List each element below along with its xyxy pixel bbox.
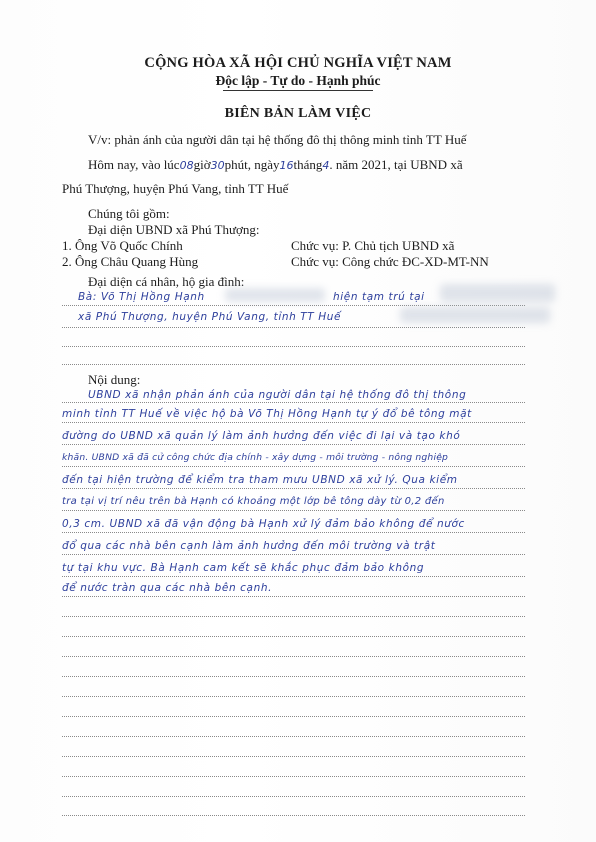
content-line-5: đến tại hiện trường để kiểm tra tham mưu UBND xã xử lý. Qua kiểm <box>62 474 458 486</box>
content-line-3: đường do UBND xã quản lý làm ảnh hưởng đến việc đi lại và tạo khó <box>62 430 461 442</box>
dotted-line <box>62 776 525 777</box>
dotted-line <box>62 444 525 445</box>
dotted-line <box>62 596 525 597</box>
content-line-8: đổ qua các nhà bên cạnh làm ảnh hưởng đến môi trường và trật <box>62 540 436 552</box>
dotted-line <box>62 346 525 347</box>
location-line: Phú Thượng, huyện Phú Vang, tỉnh TT Huế <box>62 181 289 196</box>
nation-heading: CỘNG HÒA XÃ HỘI CHỦ NGHĨA VIỆT NAM <box>144 55 452 71</box>
dotted-line <box>62 327 525 328</box>
dotted-line <box>62 510 525 511</box>
date-suffix: . năm 2021, tại UBND xã <box>329 157 463 172</box>
household-residence-label: hiện tạm trú tại <box>333 291 425 303</box>
dotted-line <box>62 696 525 697</box>
content-line-4: khăn. UBND xã đã cử công chức địa chính - xây dựng - môi trường - nông nghiệp <box>62 452 449 463</box>
date-line <box>88 157 463 173</box>
dotted-line <box>62 815 525 816</box>
subject-line: V/v: phản ánh của người dân tại hệ thống đô thị thông minh tỉnh TT Huế <box>88 132 467 147</box>
content-line-2: minh tỉnh TT Huế về việc hộ bà Võ Thị Hồng Hạnh tự ý đổ bê tông mặt <box>62 408 472 420</box>
dotted-line <box>62 796 525 797</box>
hour-label: giờ <box>193 157 211 172</box>
date-prefix: Hôm nay, vào lúc <box>88 157 180 172</box>
dotted-line <box>62 488 525 489</box>
redaction-blur <box>440 284 555 302</box>
content-line-7: 0,3 cm. UBND xã đã vận động bà Hạnh xử lý đảm bảo không để nước <box>62 518 465 530</box>
hour-value: 08 <box>179 159 194 172</box>
content-heading: Nội dung: <box>88 372 141 387</box>
dotted-line <box>62 305 525 306</box>
member-2-name: 2. Ông Châu Quang Hùng <box>62 254 199 269</box>
member-2-role: Chức vụ: Công chức ĐC-XD-MT-NN <box>291 254 489 269</box>
dotted-line <box>62 616 525 617</box>
dotted-line <box>62 576 525 577</box>
content-line-6: tra tại vị trí nêu trên bà Hạnh có khoảng một lớp bê tông dày từ 0,2 đến <box>62 496 445 507</box>
household-name: Bà: Võ Thị Hồng Hạnh <box>78 291 205 303</box>
content-line-10: để nước tràn qua các nhà bên cạnh. <box>62 582 273 594</box>
dotted-line <box>62 466 525 467</box>
dotted-line <box>62 636 525 637</box>
dotted-line <box>62 364 525 365</box>
dotted-line <box>62 656 525 657</box>
redaction-blur <box>225 288 325 302</box>
household-address: xã Phú Thượng, huyện Phú Vang, tỉnh TT Huế <box>78 311 342 323</box>
household-representative: Đại diện cá nhân, hộ gia đình: <box>88 274 245 289</box>
participants-heading: Chúng tôi gồm: <box>88 206 170 221</box>
minute-label: phút, ngày <box>224 157 280 172</box>
member-1-name: 1. Ông Võ Quốc Chính <box>62 238 183 253</box>
org-representative: Đại diện UBND xã Phú Thượng: <box>88 222 260 237</box>
dotted-line <box>62 422 525 423</box>
dotted-line <box>62 402 525 403</box>
motto-underline <box>223 90 373 91</box>
dotted-line <box>62 554 525 555</box>
redaction-blur <box>400 307 550 323</box>
dotted-line <box>62 532 525 533</box>
month-value: 4 <box>322 159 330 172</box>
content-line-1: UBND xã nhận phản ánh của người dân tại hệ thống đô thị thông <box>88 389 467 401</box>
day-value: 16 <box>279 159 294 172</box>
minute-value: 30 <box>210 159 225 172</box>
member-1-role: Chức vụ: P. Chủ tịch UBND xã <box>291 238 455 253</box>
dotted-line <box>62 716 525 717</box>
dotted-line <box>62 736 525 737</box>
motto: Độc lập - Tự do - Hạnh phúc <box>215 73 381 88</box>
dotted-line <box>62 756 525 757</box>
content-line-9: tự tại khu vực. Bà Hạnh cam kết sẽ khắc phục đảm bảo không <box>62 562 425 574</box>
dotted-line <box>62 676 525 677</box>
day-label: tháng <box>293 157 323 172</box>
document-title: BIÊN BẢN LÀM VIỆC <box>224 106 372 121</box>
